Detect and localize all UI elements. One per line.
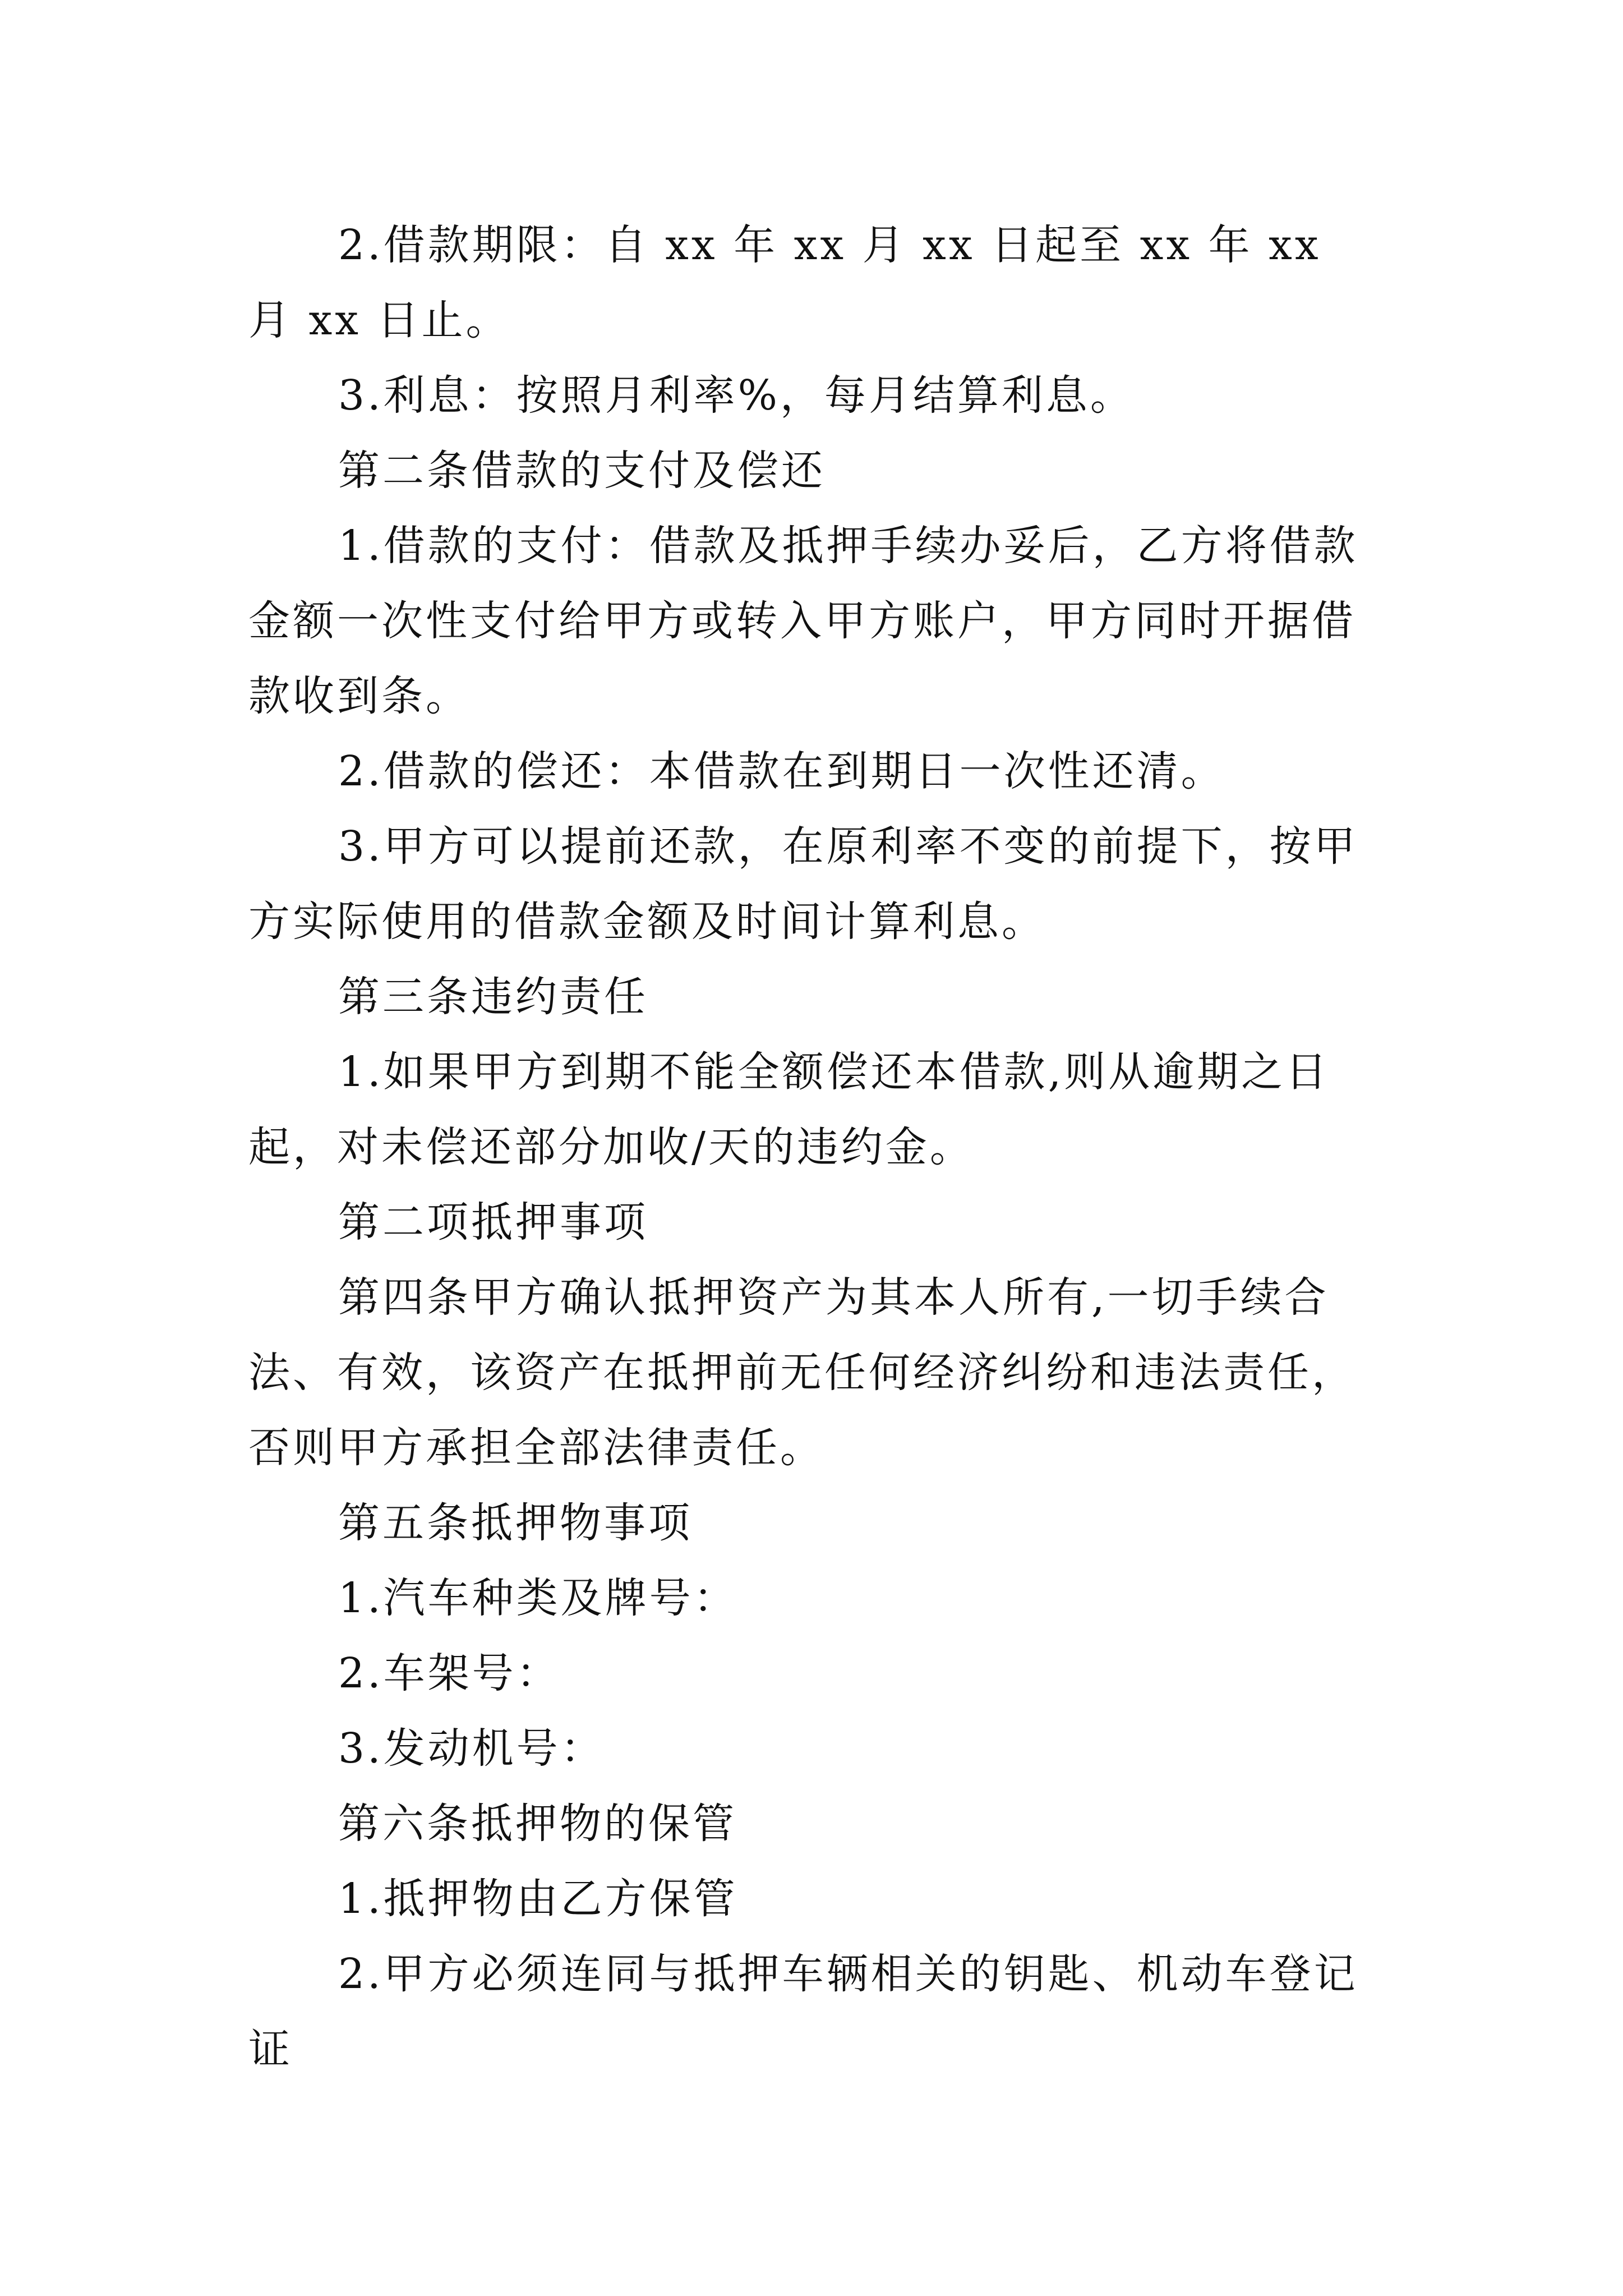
- loan-payment-clause: 1.借款的支付：借款及抵押手续办妥后，乙方将借款金额一次性支付给甲方或转入甲方账户，甲方同时开据借款收到条。: [248, 522, 1358, 720]
- loan-term-clause: 2.借款期限：自 xx 年 xx 月 xx 日起至 xx 年 xx 月 xx 日止。: [248, 221, 1321, 344]
- article-2-heading: 第二条借款的支付及偿还: [338, 447, 826, 495]
- vehicle-type-field: 1.汽车种类及牌号：: [338, 1574, 738, 1622]
- frame-number-field: 2.车架号：: [338, 1649, 561, 1697]
- article-3-heading: 第三条违约责任: [338, 973, 648, 1021]
- custody-clause: 1.抵押物由乙方保管: [338, 1875, 738, 1923]
- default-penalty-clause: 1.如果甲方到期不能全额偿还本借款,则从逾期之日起，对未偿还部分加收/天的违约金。: [248, 1048, 1330, 1171]
- engine-number-field: 3.发动机号：: [338, 1724, 605, 1773]
- vehicle-documents-clause: 2.甲方必须连同与抵押车辆相关的钥匙、机动车登记证: [248, 1950, 1358, 2073]
- article-4-ownership-clause: 第四条甲方确认抵押资产为其本人所有,一切手续合法、有效，该资产在抵押前无任何经济纠纷和违法责任，否则甲方承担全部法律责任。: [248, 1273, 1356, 1472]
- article-5-heading: 第五条抵押物事项: [338, 1499, 693, 1547]
- document-body: [248, 208, 1381, 2087]
- loan-repayment-clause: 2.借款的偿还：本借款在到期日一次性还清。: [338, 747, 1225, 795]
- early-repayment-clause: 3.甲方可以提前还款，在原利率不变的前提下，按甲方实际使用的借款金额及时间计算利息。: [248, 822, 1358, 946]
- interest-clause: 3.利息：按照月利率%，每月结算利息。: [338, 371, 1135, 420]
- section-2-heading: 第二项抵押事项: [338, 1198, 648, 1246]
- article-6-heading: 第六条抵押物的保管: [338, 1800, 737, 1848]
